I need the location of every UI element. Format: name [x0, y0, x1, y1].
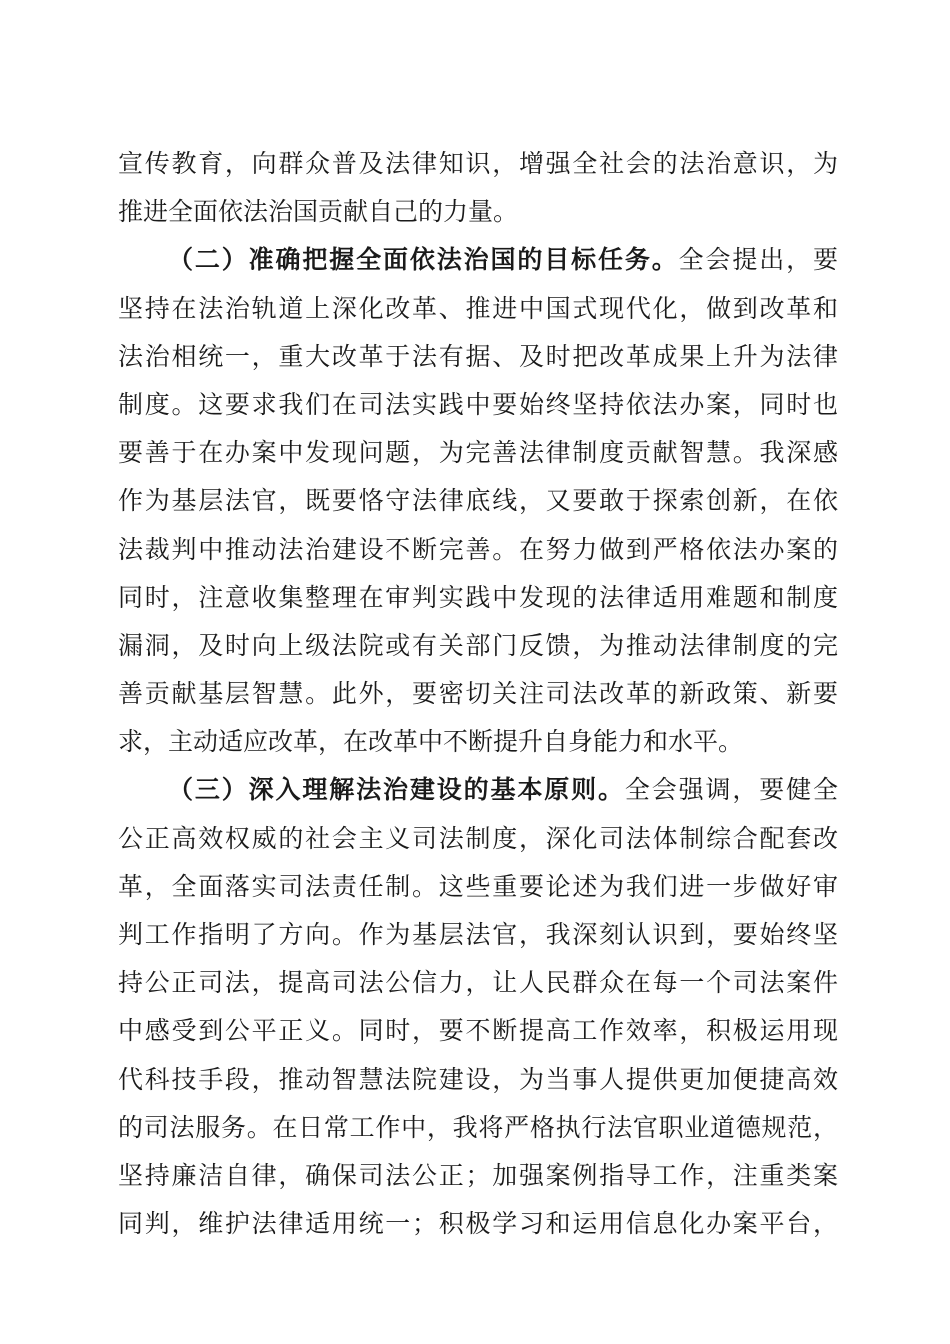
text-line: 推进全面依法治国贡献自己的力量。 — [118, 197, 519, 227]
text-line: 同判，维护法律适用统一；积极学习和运用信息化办案平台， — [118, 1209, 838, 1239]
text-line: 代科技手段，推动智慧法院建设，为当事人提供更加便捷高效 — [118, 1064, 838, 1094]
text-line: 坚持廉洁自律，确保司法公正；加强案例指导工作，注重类案 — [118, 1160, 838, 1190]
text-fragment: 全会强调，要健全 — [624, 775, 838, 805]
text-fragment: 全会提出，要 — [678, 245, 838, 275]
text-line: 宣传教育，向群众普及法律知识，增强全社会的法治意识，为 — [118, 149, 838, 178]
document-body — [118, 140, 838, 1248]
paragraph-1 — [118, 140, 838, 236]
paragraph-2 — [118, 236, 838, 766]
paragraph-3 — [118, 766, 838, 1248]
text-line: 作为基层法官，既要恪守法律底线，又要敢于探索创新，在依 — [118, 486, 838, 516]
text-line: 求，主动适应改革，在改革中不断提升自身能力和水平。 — [118, 727, 744, 757]
text-line: 持公正司法，提高司法公信力，让人民群众在每一个司法案件 — [118, 968, 838, 998]
text-line: 法治相统一，重大改革于法有据、及时把改革成果上升为法律 — [118, 341, 838, 371]
section-heading: （二）准确把握全面依法治国的目标任务。 — [168, 245, 679, 275]
text-line: 同时，注意收集整理在审判实践中发现的法律适用难题和制度 — [118, 582, 838, 612]
text-line: 法裁判中推动法治建设不断完善。在努力做到严格依法办案的 — [118, 534, 838, 564]
text-line: 公正高效权威的社会主义司法制度，深化司法体制综合配套改 — [118, 823, 838, 853]
text-line: 坚持在法治轨道上深化改革、推进中国式现代化，做到改革和 — [118, 293, 838, 323]
text-line: 漏洞，及时向上级法院或有关部门反馈，为推动法律制度的完 — [118, 630, 838, 660]
paragraph-first-line — [118, 236, 838, 284]
text-line: 判工作指明了方向。作为基层法官，我深刻认识到，要始终坚 — [118, 920, 838, 949]
text-line: 要善于在办案中发现问题，为完善法律制度贡献智慧。我深感 — [118, 438, 838, 468]
text-line: 制度。这要求我们在司法实践中要始终坚持依法办案，同时也 — [118, 389, 838, 419]
section-heading: （三）深入理解法治建设的基本原则。 — [168, 775, 625, 805]
paragraph-first-line — [118, 766, 838, 814]
text-line: 中感受到公平正义。同时，要不断提高工作效率，积极运用现 — [118, 1016, 838, 1046]
text-line: 的司法服务。在日常工作中，我将严格执行法官职业道德规范， — [118, 1112, 838, 1142]
text-line: 善贡献基层智慧。此外，要密切关注司法改革的新政策、新要 — [118, 679, 838, 709]
text-line: 革，全面落实司法责任制。这些重要论述为我们进一步做好审 — [118, 871, 838, 901]
